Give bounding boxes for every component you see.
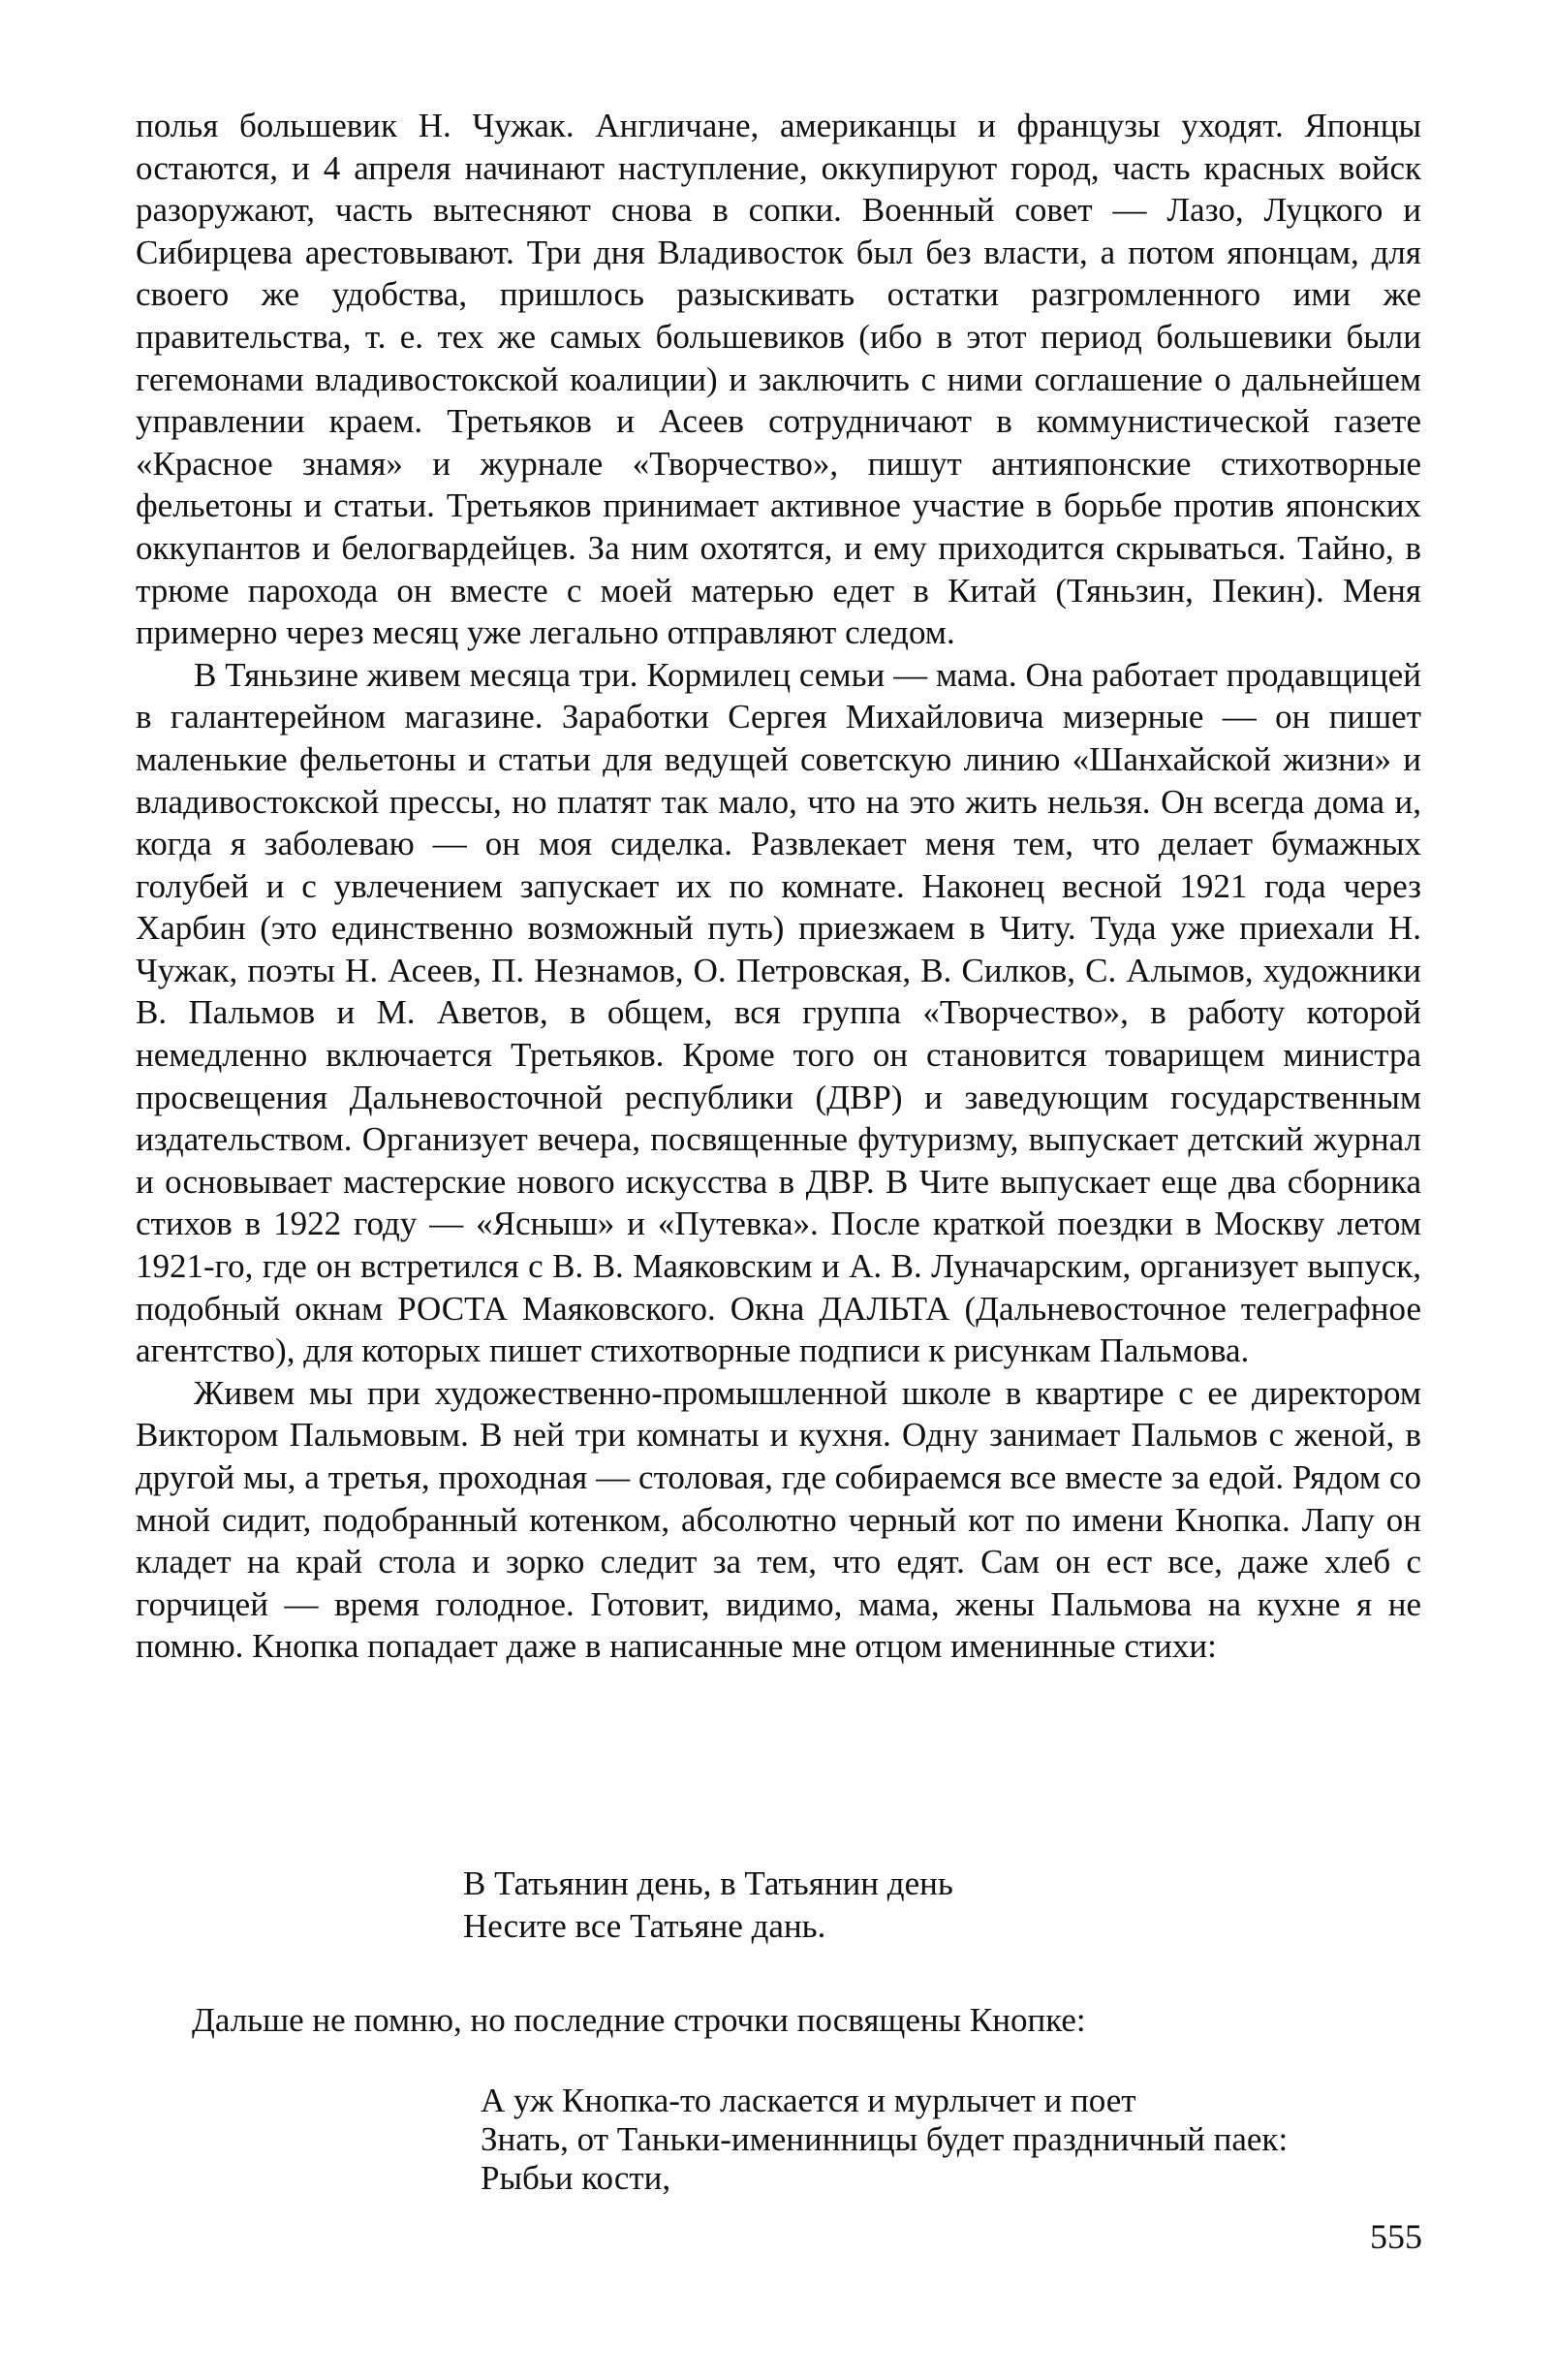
poem-line: В Татьянин день, в Татьянин день (463, 1864, 953, 1902)
poem-verse-knopka (481, 2082, 1288, 2198)
poem-line: А уж Кнопка-то ласкается и мурлычет и поет (481, 2082, 1136, 2119)
poem-line: Несите все Татьяне дань. (463, 1907, 826, 1945)
paragraph-1: полья большевик Н. Чужак. Англичане, американцы и французы уходят. Японцы остаются, и 4 апреля начинают наступление, оккупируют город, часть красных войск разоружают, часть вытесняют снова в сопки. Военный совет — Лазо, Луцкого и Сибирцева арестовывают. Три дня Владивосток был без власти, а потом японцам, для своего же удобства, пришлось разыскивать остатки разгромленного ими же правительства, т. е. тех же самых большевиков (ибо в этот период большевики были гегемонами владивостокской коалиции) и заключить с ними соглашение о дальнейшем управлении краем. Третьяков и Асеев сотрудничают в коммунистической газете «Красное знамя» и журнале «Творчество», пишут антияпонские стихотворные фельетоны и статьи. Третьяков принимает активное участие в борьбе против японских оккупантов и белогвардейцев. За ним охотятся, и ему приходится скрываться. Тайно, в трюме парохода он вместе с моей матерью едет в Китай (Тяньзин, Пекин). Меня примерно через месяц уже легально отправляют следом. (136, 107, 1421, 652)
page-number: 555 (1370, 2217, 1422, 2256)
poem-verse-birthday (463, 1863, 953, 1948)
body-text (136, 105, 1421, 1668)
poem-line: Рыбьи кости, (481, 2159, 671, 2197)
paragraph-3: Живем мы при художественно-промышленной школе в квартире с ее директором Виктором Пальмовым. В ней три комнаты и кухня. Одну занимает Пальмов с женой, в другой мы, а третья, проходная — столовая, где собираемся все вместе за едой. Рядом со мной сидит, подобранный котенком, абсолютно черный кот по имени Кнопка. Лапу он кладет на край стола и зорко следит за тем, что едят. Сам он ест все, даже хлеб с горчицей — время голодное. Готовит, видимо, мама, жены Пальмова на кухне я не помню. Кнопка попадает даже в написанные мне отцом именинные стихи: (136, 1373, 1421, 1666)
poem-intro-line: Дальше не помню, но последние строчки посвящены Кнопке: (192, 2001, 1086, 2039)
poem-line: Знать, от Таньки-именинницы будет праздничный паек: (481, 2120, 1289, 2158)
paragraph-2: В Тяньзине живем месяца три. Кормилец семьи — мама. Она работает продавщицей в галантерейном магазине. Заработки Сергея Михайловича мизерные — он пишет маленькие фельетоны и статьи для ведущей советскую линию «Шанхайской жизни» и владивостокской прессы, но платят так мало, что на это жить нельзя. Он всегда дома и, когда я заболеваю — он моя сиделка. Развлекает меня тем, что делает бумажных голубей и с увлечением запускает их по комнате. Наконец весной 1921 года через Харбин (это единственно возможный путь) приезжаем в Читу. Туда уже приехали Н. Чужак, поэты Н. Асеев, П. Незнамов, О. Петровская, В. Силков, С. Алымов, художники В. Пальмов и М. Аветов, в общем, вся группа «Творчество», в работу которой немедленно включается Третьяков. Кроме того он становится товарищем министра просвещения Дальневосточной республики (ДВР) и заведующим государственным издательством. Организует вечера, посвященные футуризму, выпускает детский журнал и основывает мастерские нового искусства в ДВР. В Чите выпускает еще два сборника стихов в 1922 году — «Ясныш» и «Путевка». После краткой поездки в Москву летом 1921-го, где он встретился с В. В. Маяковским и А. В. Луначарским, организует выпуск, подобный окнам РОСТА Маяковского. Окна ДАЛЬТА (Дальневосточное телеграфное агентство), для которых пишет стихотворные подписи к рисункам Пальмова. (136, 655, 1421, 1370)
